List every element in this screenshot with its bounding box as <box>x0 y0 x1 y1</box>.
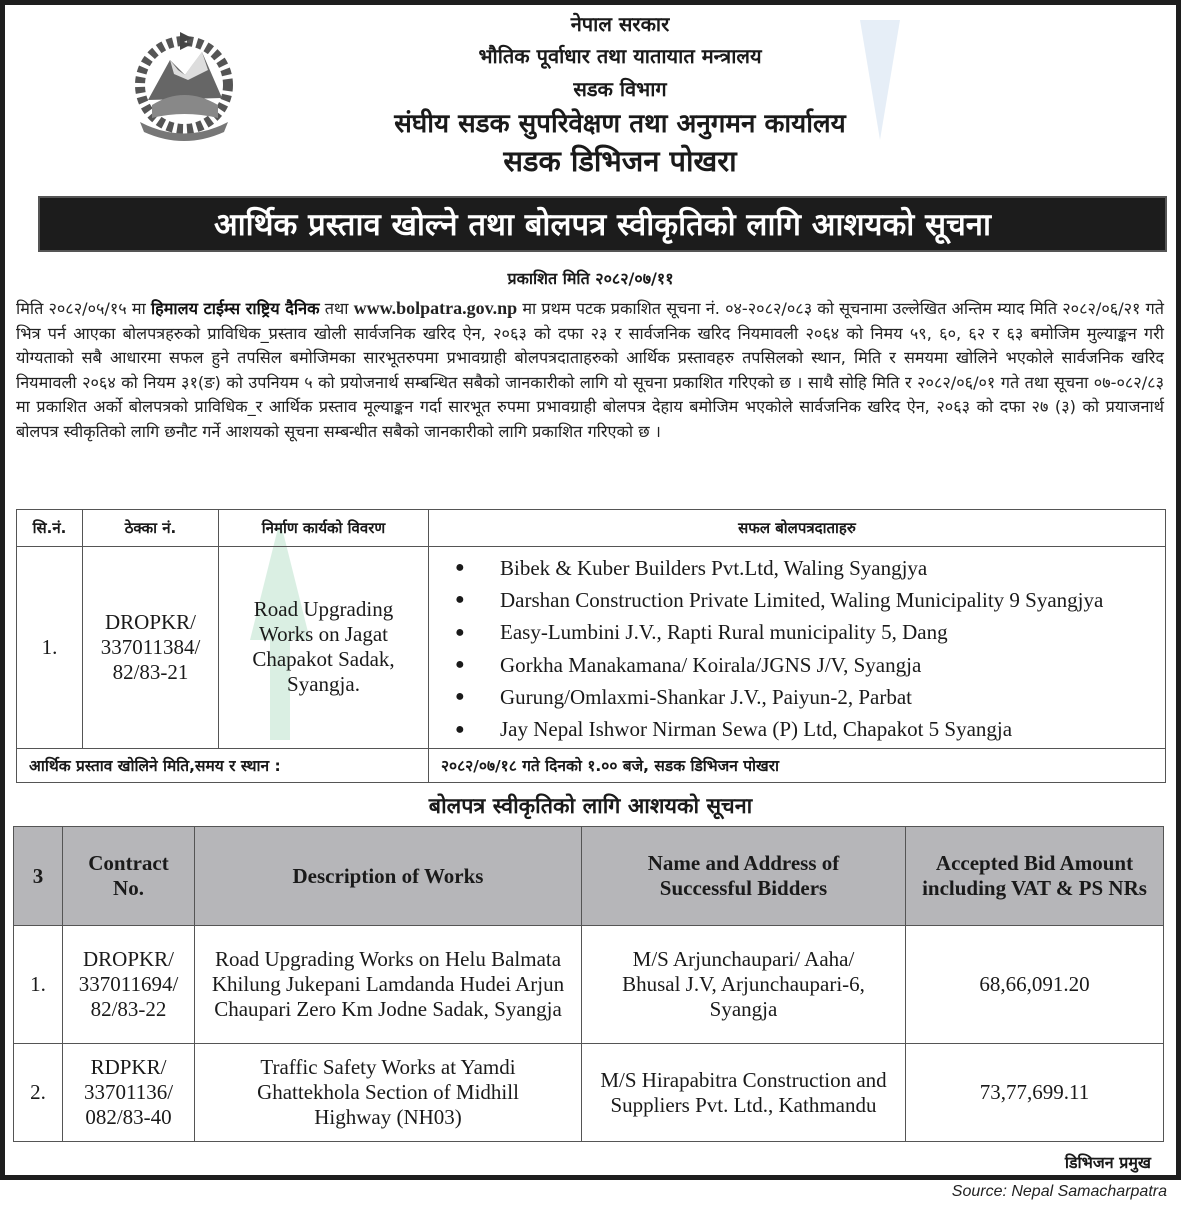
list-item <box>455 681 1165 713</box>
table-row <box>14 926 1164 1044</box>
ministry-name: भौतिक पूर्वाधार तथा यातायात मन्त्रालय <box>478 44 762 68</box>
cell-contract-no: DROPKR/ 337011694/ 82/83-22 <box>63 926 195 1044</box>
column-header-bidder: Name and Address of Successful Bidders <box>582 827 906 926</box>
bullet-icon: ● <box>455 559 465 577</box>
cell-bidder: M/S Hirapabitra Construction and Suppliers Pvt. Ltd., Kathmandu <box>582 1044 906 1142</box>
body-text: तथा <box>319 299 354 318</box>
office-header <box>240 8 1000 176</box>
cell-sn: 2. <box>14 1044 63 1142</box>
source-credit: Source: Nepal Samacharpatra <box>951 1183 1167 1200</box>
table-row <box>14 1044 1164 1142</box>
cell-bidders <box>429 547 1166 749</box>
list-item <box>455 713 1165 745</box>
list-item <box>455 617 1165 649</box>
column-header-description: निर्माण कार्यको विवरण <box>219 510 429 547</box>
column-header-sn: सि.नं. <box>17 510 83 547</box>
column-header-contract-no: Contract No. <box>63 827 195 926</box>
table-footer-row <box>17 748 1166 782</box>
cell-contract-no: DROPKR/ 337011384/ 82/83-21 <box>83 547 219 749</box>
cell-sn: 1. <box>14 926 63 1044</box>
column-header-amount: Accepted Bid Amount including VAT & PS NRs <box>906 827 1164 926</box>
signatory-title: डिभिजन प्रमुख <box>1064 1153 1151 1172</box>
bidder-name: Jay Nepal Ishwor Nirman Sewa (P) Ltd, Chapakot 5 Syangja <box>500 717 1013 742</box>
cell-contract-no: RDPKR/ 33701136/ 082/83-40 <box>63 1044 195 1142</box>
body-text: मा प्रथम पटक प्रकाशित सूचना नं. ०४-२०८२/०८३ को सूचनामा उल्लेखित अन्तिम म्याद मिति २०८२/०६/२१ गते भित्र पर्न आएका बोलपत्रहरुको प्राविधिक_प्रस्ताव खोली सार्वजनिक खरिद ऐन, २०६३ को दफा २३ र सार्वजनिक खरिद नियमावली २०६४ को निमय ५९, ६०, ६२ र ६३ बमोजिम मुल्याङ्कन गरी योग्यताको सबै आधारमा सफल हुने तपसिल बमोजिमका सारभूतरुपमा प्रभावग्राही बोलपत्रदाताहरुको आर्थिक प्रस्तावहरु तपसिलको स्थान, मिति र समयमा खोलिने भएकोले सार्वजनिक खरिद नियमावली २०६४ को नियम ३१(ङ) को उपनियम ५ को प्रयोजनार्थ सम्बन्धित सबैको जानकारीको लागि यो सूचना प्रकाशित गरिएको छ । साथै सोहि मिति र २०८२/०६/०१ गते तथा सूचना ०७-०८२/८३ मा प्रकाशित अर्को बोलपत्रको प्राविधिक_र आर्थिक प्रस्ताव मूल्याङ्कन गर्दा सारभूत रुपमा प्रभावग्राही बोलपत्र देहाय बमोजिम भएकोले सार्वजनिक खरिद ऐन, २०६३ को दफा २७ (३) को प्रयाजनार्थ बोलपत्र स्वीकृतिको लागि छनौट गर्ने आशयको सूचना सम्बन्धीत सबैको जानकारीको लागि प्रकाशित गरिएको छ । <box>16 299 1164 441</box>
cell-description: Road Upgrading Works on Helu Balmata Khilung Jukepani Lamdanda Hudei Arjun Chaupari Zero Km Jodne Sadak, Syangja <box>195 926 582 1044</box>
newspaper-name: हिमालय टाईम्स राष्ट्रिय दैनिक <box>150 299 320 318</box>
bidder-name: Gurung/Omlaxmi-Shankar J.V., Paiyun-2, Parbat <box>500 684 912 709</box>
bullet-icon: ● <box>455 688 465 706</box>
website-link[interactable]: www.bolpatra.gov.np <box>353 298 518 318</box>
column-header-sn: 3 <box>14 827 63 926</box>
bidder-name: Darshan Construction Private Limited, Waling Municipality 9 Syangjya <box>500 587 1104 612</box>
table-row <box>17 547 1166 749</box>
bidder-name: Bibek & Kuber Builders Pvt.Ltd, Waling Syangjya <box>500 555 928 580</box>
department-name: सडक विभाग <box>573 77 667 101</box>
published-date: प्रकाशित मिति २०८२/०७/११ <box>507 269 674 288</box>
letter-of-intent-table <box>13 826 1164 1142</box>
column-header-contract-no: ठेक्का नं. <box>83 510 219 547</box>
notice-title-banner <box>38 196 1167 252</box>
bidder-name: Easy-Lumbini J.V., Rapti Rural municipality 5, Dang <box>500 620 948 645</box>
cell-bidder: M/S Arjunchaupari/ Aaha/ Bhusal J.V, Arjunchaupari-6, Syangja <box>582 926 906 1044</box>
cell-sn: 1. <box>17 547 83 749</box>
financial-proposal-opening-table <box>16 509 1166 783</box>
column-header-description: Description of Works <box>195 827 582 926</box>
cell-description: Traffic Safety Works at Yamdi Ghattekhola Section of Midhill Highway (NH03) <box>195 1044 582 1142</box>
bullet-icon: ● <box>455 656 465 674</box>
cell-amount: 68,66,091.20 <box>906 926 1164 1044</box>
division-name: सडक डिभिजन पोखरा <box>503 144 737 178</box>
body-text: मिति २०८२/०५/१५ मा <box>16 299 151 318</box>
opening-schedule-value: २०८२/०७/१८ गते दिनको १.०० बजे, सडक डिभिजन पोखरा <box>429 748 1166 782</box>
intent-section-title: बोलपत्र स्वीकृतिको लागि आशयको सूचना <box>428 794 753 819</box>
cell-description: Road Upgrading Works on Jagat Chapakot Sadak, Syangja. <box>219 547 429 749</box>
column-header-bidders: सफल बोलपत्रदाताहरु <box>429 510 1166 547</box>
cell-amount: 73,77,699.11 <box>906 1044 1164 1142</box>
bidder-list <box>455 552 1165 746</box>
opening-schedule-label: आर्थिक प्रस्ताव खोलिने मिति,समय र स्थान : <box>17 748 429 782</box>
list-item <box>455 552 1165 584</box>
list-item <box>455 584 1165 616</box>
table-header-row <box>14 827 1164 926</box>
list-item <box>455 649 1165 681</box>
government-name: नेपाल सरकार <box>570 12 670 36</box>
bidder-name: Gorkha Manakamana/ Koirala/JGNS J/V, Syangja <box>500 652 922 677</box>
notice-body <box>16 296 1164 445</box>
bullet-icon: ● <box>455 720 465 738</box>
nepal-emblem-icon <box>130 30 238 145</box>
notice-title: आर्थिक प्रस्ताव खोल्ने तथा बोलपत्र स्वीकृतिको लागि आशयको सूचना <box>213 207 992 243</box>
table-header-row <box>17 510 1166 547</box>
bullet-icon: ● <box>455 623 465 641</box>
office-name: संघीय सडक सुपरिवेक्षण तथा अनुगमन कार्यालय <box>394 109 846 139</box>
bullet-icon: ● <box>455 591 465 609</box>
